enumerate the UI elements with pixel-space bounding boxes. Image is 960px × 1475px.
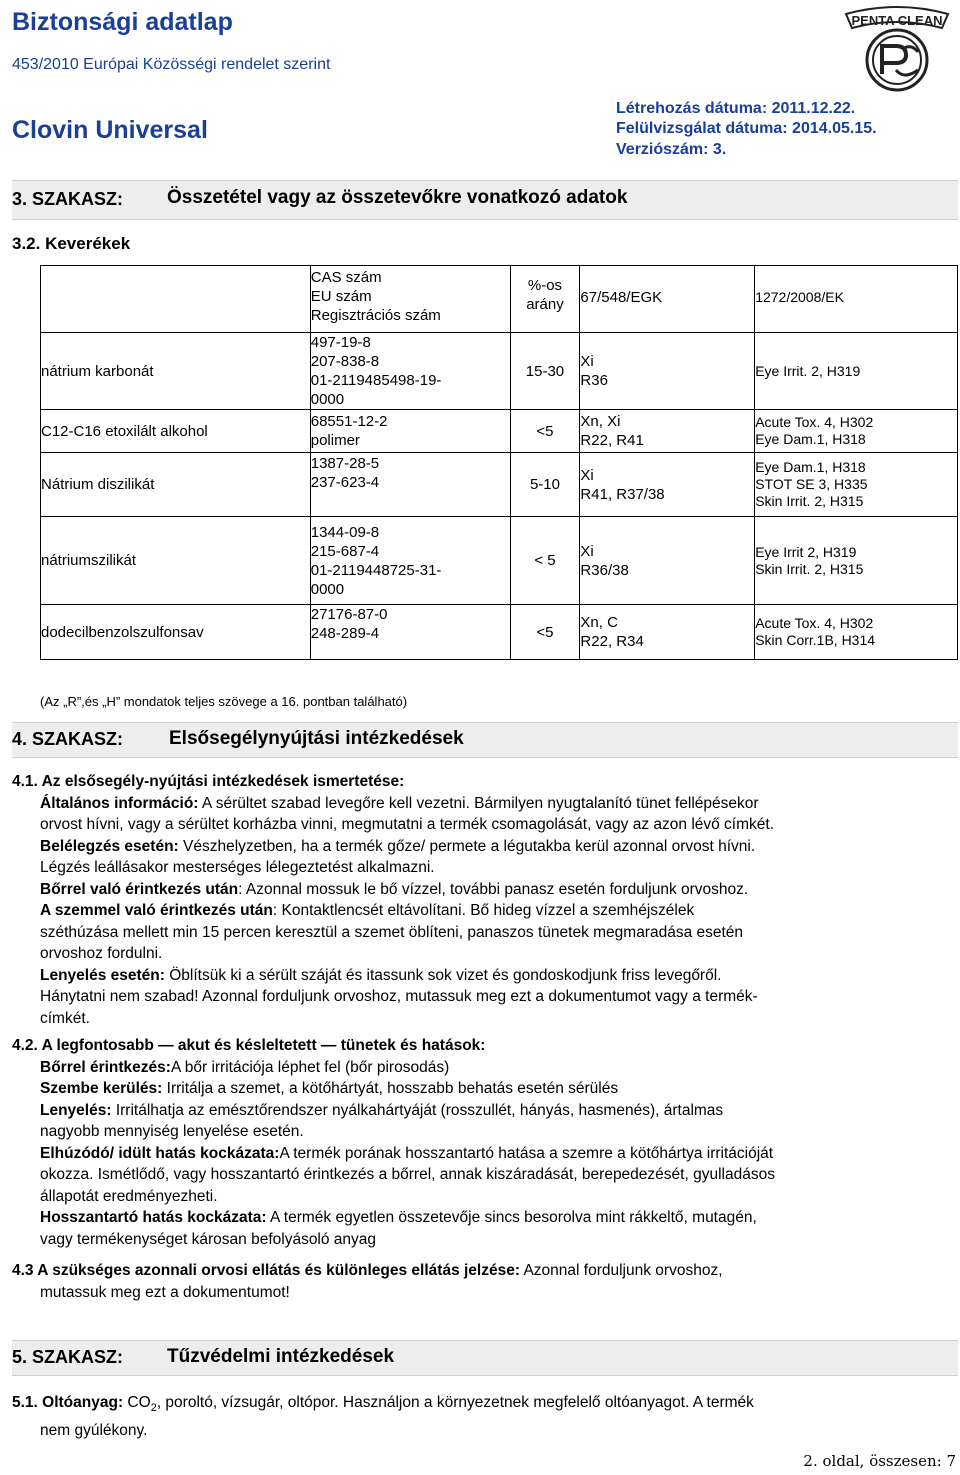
s42-eye-text: Irritálja a szemet, a kötőhártyát, hosszabb behatás esetén sérülés: [162, 1080, 619, 1097]
table-row: [41, 453, 958, 517]
regulation-subtitle: 453/2010 Európai Közösségi rendelet szerint: [12, 56, 331, 73]
section-5-number: 5. SZAKASZ:: [12, 1347, 124, 1367]
eye-text-3: orvoshoz fordulni.: [40, 945, 163, 962]
created-date: Létrehozás dátuma: 2011.12.22.: [616, 100, 856, 117]
ingestion-text-3: címkét.: [40, 1009, 90, 1027]
dsd-class: Xi: [580, 466, 594, 484]
clp-class: STOT SE 3, H335: [755, 476, 868, 492]
substance-id: 0000: [310, 391, 345, 408]
s42-long-text: A termék egyetlen összetevője sincs besorolva mint rákkeltő, mutagén,: [266, 1209, 757, 1226]
substance-id: 207-838-8: [310, 353, 380, 370]
section-4-number: 4. SZAKASZ:: [12, 729, 124, 749]
subsection-5-1: 5.1. Oltóanyag:: [12, 1394, 124, 1411]
header-dsd: 67/548/EGK: [580, 266, 755, 333]
section-4-title: Elsősegélynyújtási intézkedések: [169, 728, 464, 749]
dsd-class: R36/38: [580, 561, 629, 579]
co2-label: CO: [123, 1394, 151, 1411]
dsd-class: Xn, Xi: [580, 413, 621, 430]
page-footer: 2. oldal, összesen: 7: [803, 1452, 956, 1470]
substance-percent: <5: [510, 410, 580, 453]
logo-text: PENTA CLEAN: [851, 13, 943, 28]
substance-percent: 5-10: [510, 453, 580, 517]
ingestion-text: Öblítsük ki a sérült száját és itassunk sok vizet és gondoskodjunk friss levegőről.: [164, 966, 722, 984]
inhalation-label: Belélegzés esetén:: [40, 837, 179, 855]
co2-subscript: 2: [150, 1402, 157, 1415]
s42-chronic-text: A termék porának hosszantartó hatása a szemre a kötőhártya irritációját: [279, 1144, 774, 1162]
inhalation-text-2: Légzés leállásakor mesterséges lélegeztetést alkalmazni.: [40, 859, 435, 876]
substance-percent: < 5: [510, 517, 580, 605]
header-pct-1: %-os: [527, 277, 563, 294]
clp-class: Eye Irrit. 2, H319: [755, 333, 958, 410]
clp-class: Eye Dam.1, H318: [755, 431, 866, 447]
section-3-header: [12, 180, 958, 220]
table-row: [41, 517, 958, 605]
dsd-class: Xi: [580, 542, 594, 560]
substance-id: 1387-28-5: [310, 455, 380, 472]
dsd-class: Xi: [580, 353, 594, 370]
general-text: A sérültet szabad levegőre kell vezetni. Bármilyen nyugtalanító tünet fellépésekor: [198, 794, 759, 812]
dsd-class: R36: [580, 372, 608, 389]
clp-class: Skin Irrit. 2, H315: [755, 493, 864, 509]
section-3-title: Összetétel vagy az összetevőkre vonatkozó adatok: [167, 187, 628, 208]
s43-text-2: mutassuk meg ezt a dokumentumot!: [40, 1283, 290, 1301]
general-text-2: orvost hívni, vagy a sérültet korházba vinni, megmutatni a termék csomagolását, vagy az azon lévő címkét.: [40, 816, 775, 833]
clp-class: Acute Tox. 4, H302: [755, 615, 874, 631]
header-pct-2: arány: [526, 296, 564, 313]
substance-id: 01-2119485498-19-: [310, 372, 442, 389]
eye-text-2: széthúzása mellett min 15 percen keresztül a szemet öblíteni, panaszos tünetek megmaradása esetén: [40, 923, 744, 941]
substance-name: nátrium karbonát: [41, 333, 311, 410]
general-label: Általános információ:: [40, 794, 199, 812]
s42-long-text-2: vagy termékenységet károsan befolyásoló anyag: [40, 1230, 377, 1248]
document-title: Biztonsági adatlap: [12, 8, 233, 36]
header-eu: EU szám: [310, 288, 372, 305]
subsection-4-1: 4.1. Az elsősegély-nyújtási intézkedések ismertetése:: [12, 773, 405, 790]
inhalation-text: Vészhelyzetben, ha a termék gőze/ permete a légutakba kerül azonnal orvost hívni.: [178, 837, 756, 855]
dsd-class: R22, R34: [580, 633, 644, 650]
table-row: [41, 333, 958, 410]
ingestion-label: Lenyelés esetén:: [40, 966, 165, 984]
substance-id: 01-2119448725-31-: [310, 561, 442, 579]
s42-chronic-text-3: állapotát eredményezheti.: [40, 1187, 218, 1205]
s42-long-label: Hosszantartó hatás kockázata:: [40, 1209, 267, 1226]
s42-chronic-text-2: okozza. Ismétlődő, vagy hosszantartó érintkezés a bőrrel, annak kiszáradását, berepedezését, gyulladásos: [40, 1166, 775, 1183]
substance-percent: 15-30: [510, 333, 580, 410]
dsd-class: R41, R37/38: [580, 485, 665, 503]
eye-text: : Kontaktlencsét eltávolítani. Bő hideg vízzel a szemhéjszélek: [272, 902, 695, 919]
s42-skin-text: A bőr irritációja léphet fel (bőr pirosodás): [170, 1058, 450, 1076]
subsection-4-2: 4.2. A legfontosabb — akut és késleltetett — tünetek és hatások:: [12, 1037, 486, 1054]
s42-chronic-label: Elhúzódó/ idült hatás kockázata:: [40, 1144, 280, 1162]
clp-class: Skin Corr.1B, H314: [755, 632, 876, 648]
clp-class: Eye Dam.1, H318: [755, 459, 866, 475]
s51-text-2: nem gyúlékony.: [40, 1421, 148, 1439]
substance-id: 237-623-4: [310, 474, 380, 491]
s42-ingestion-text: Irritálhatja az emésztőrendszer nyálkahártyáját (rosszullét, hányás, hasmenés), ártalmas: [111, 1101, 724, 1119]
revised-date: Felülvizsgálat dátuma: 2014.05.15.: [616, 120, 877, 137]
substance-id: 497-19-8: [310, 334, 371, 351]
header-clp: 1272/2008/EK: [755, 266, 958, 333]
composition-table: [40, 265, 958, 660]
mixtures-heading: 3.2. Keverékek: [12, 234, 131, 253]
header-reg: Regisztrációs szám: [310, 307, 441, 324]
table-row: [41, 410, 958, 453]
section-5-title: Tűzvédelmi intézkedések: [167, 1346, 395, 1367]
subsection-4-3: 4.3 A szükséges azonnali orvosi ellátás és különleges ellátás jelzése:: [12, 1262, 521, 1279]
s42-skin-label: Bőrrel érintkezés:: [40, 1058, 171, 1076]
skin-text: : Azonnal mossuk le bő vízzel, további panasz esetén forduljunk orvoshoz.: [238, 880, 749, 898]
s42-ingestion-label: Lenyelés:: [40, 1101, 112, 1119]
s43-text: Azonnal forduljunk orvoshoz,: [520, 1262, 723, 1279]
substance-name: C12-C16 etoxilált alkohol: [41, 410, 311, 453]
substance-id: 68551-12-2: [310, 413, 388, 430]
substance-id: 1344-09-8: [310, 523, 380, 541]
dsd-class: Xn, C: [580, 614, 618, 631]
version-number: Verziószám: 3.: [616, 141, 727, 158]
table-header-row: [41, 266, 958, 333]
substance-id: 27176-87-0: [310, 606, 388, 623]
section-5-header: [12, 1340, 958, 1376]
substance-name: nátriumszilikát: [41, 517, 311, 605]
ingestion-text-2: Hánytatni nem szabad! Azonnal forduljunk orvoshoz, mutassuk meg ezt a dokumentumot vagy a termék-: [40, 988, 758, 1005]
skin-label: Bőrrel való érintkezés után: [40, 880, 239, 898]
substance-id: 215-687-4: [310, 542, 380, 560]
substance-percent: <5: [510, 605, 580, 660]
eye-label: A szemmel való érintkezés után: [40, 902, 273, 919]
s51-text: , poroltó, vízsugár, oltópor. Használjon a környezetnek megfelelő oltóanyagot. A termék: [156, 1394, 754, 1411]
penta-clean-logo: [838, 0, 956, 96]
r-h-note: (Az „R”,és „H” mondatok teljes szövege a 16. pontban található): [40, 694, 408, 709]
clp-class: Skin Irrit. 2, H315: [755, 560, 864, 577]
section-3-number: 3. SZAKASZ:: [12, 189, 124, 209]
dsd-class: R22, R41: [580, 432, 644, 449]
s42-eye-label: Szembe kerülés:: [40, 1080, 163, 1097]
section-5-body: [12, 1392, 952, 1441]
header-cas: CAS szám: [310, 269, 382, 286]
substance-name: Nátrium diszilikát: [41, 453, 311, 517]
substance-id: polimer: [310, 432, 360, 449]
section-4-header: [12, 722, 958, 758]
clp-class: Acute Tox. 4, H302: [755, 414, 874, 430]
product-name: Clovin Universal: [12, 116, 208, 144]
section-4-body: [12, 771, 952, 1303]
table-row: [41, 605, 958, 660]
clp-class: Eye Irrit 2, H319: [755, 543, 857, 560]
s42-ingestion-text-2: nagyobb mennyiség lenyelése esetén.: [40, 1123, 304, 1140]
substance-id: 248-289-4: [310, 625, 380, 642]
substance-name: dodecilbenzolszulfonsav: [41, 605, 311, 660]
substance-id: 0000: [310, 580, 345, 598]
